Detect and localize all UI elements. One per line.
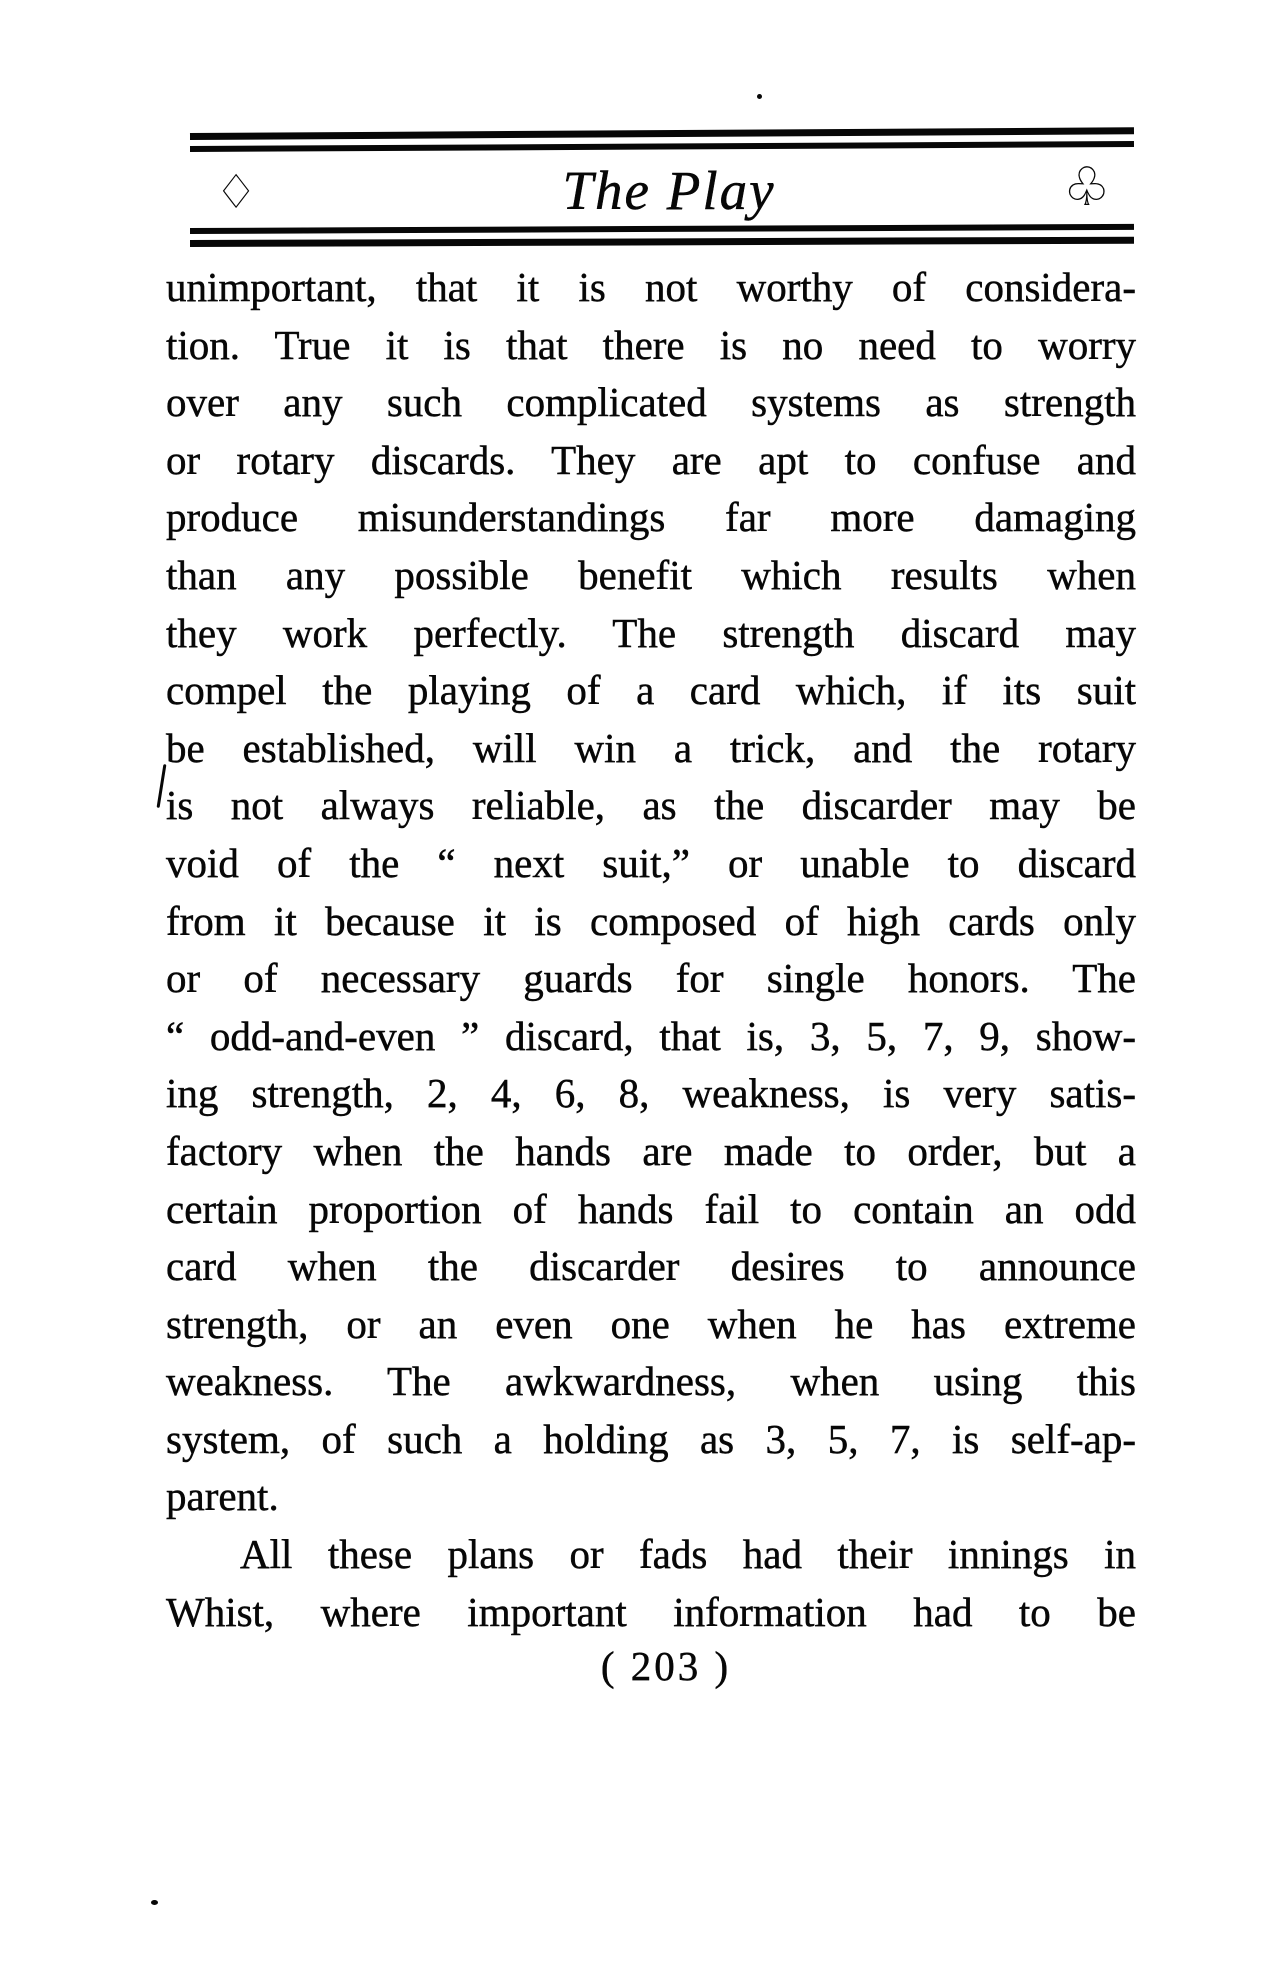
text-line: All these plans or fads had their innings in [240,1531,1136,1578]
diamond-suit-icon: ♢ [215,165,258,220]
page-number: ( 203 ) [600,1643,732,1689]
page-text [166,259,1136,1641]
header-rule-top-outer [190,127,1134,140]
ink-speck [151,1900,158,1905]
text-line: factory when the hands are made to order, but a [166,1127,1136,1174]
text-line: ing strength, 2, 4, 6, 8, weakness, is very satis- [166,1070,1136,1117]
text-line: unimportant, that it is not worthy of considera- [166,264,1136,310]
text-line: they work perfectly. The strength discard may [166,609,1136,656]
text-line: produce misunderstandings far more damaging [166,494,1136,541]
header-rule-top-inner [190,141,1134,152]
scan-artifact-stroke [157,764,166,808]
text-line: compel the playing of a card which, if its suit [166,667,1136,714]
text-line: or of necessary guards for single honors. The [166,955,1136,1002]
text-line: strength, or an even one when he has extreme [166,1300,1136,1347]
text-line: than any possible benefit which results when [166,551,1136,598]
text-line: “ odd-and-even ” discard, that is, 3, 5, 7, 9, show- [166,1012,1136,1059]
text-line: card when the discarder desires to announce [166,1243,1136,1290]
text-line: parent. [166,1473,279,1520]
text-line: certain proportion of hands fail to contain an odd [166,1185,1136,1232]
chapter-title: The Play [562,160,776,221]
club-suit-icon: ♧ [1063,157,1111,218]
text-line: is not always reliable, as the discarder may be [166,782,1136,829]
ink-speck [757,94,762,99]
text-line: Whist, where important information had to be [166,1588,1136,1635]
text-line: be established, will win a trick, and the rotary [166,724,1136,771]
text-line: tion. True it is that there is no need to worry [166,321,1136,368]
text-line: or rotary discards. They are apt to confuse and [166,436,1136,483]
text-line: from it because it is composed of high cards only [166,897,1136,944]
header-rule-bottom-outer [190,237,1134,247]
text-line: over any such complicated systems as strength [166,379,1136,426]
text-line: void of the “ next suit,” or unable to discard [166,839,1136,886]
text-line: weakness. The awkwardness, when using this [166,1358,1136,1405]
text-line: system, of such a holding as 3, 5, 7, is self-ap- [166,1415,1136,1462]
header-rule-bottom-inner [190,224,1134,234]
